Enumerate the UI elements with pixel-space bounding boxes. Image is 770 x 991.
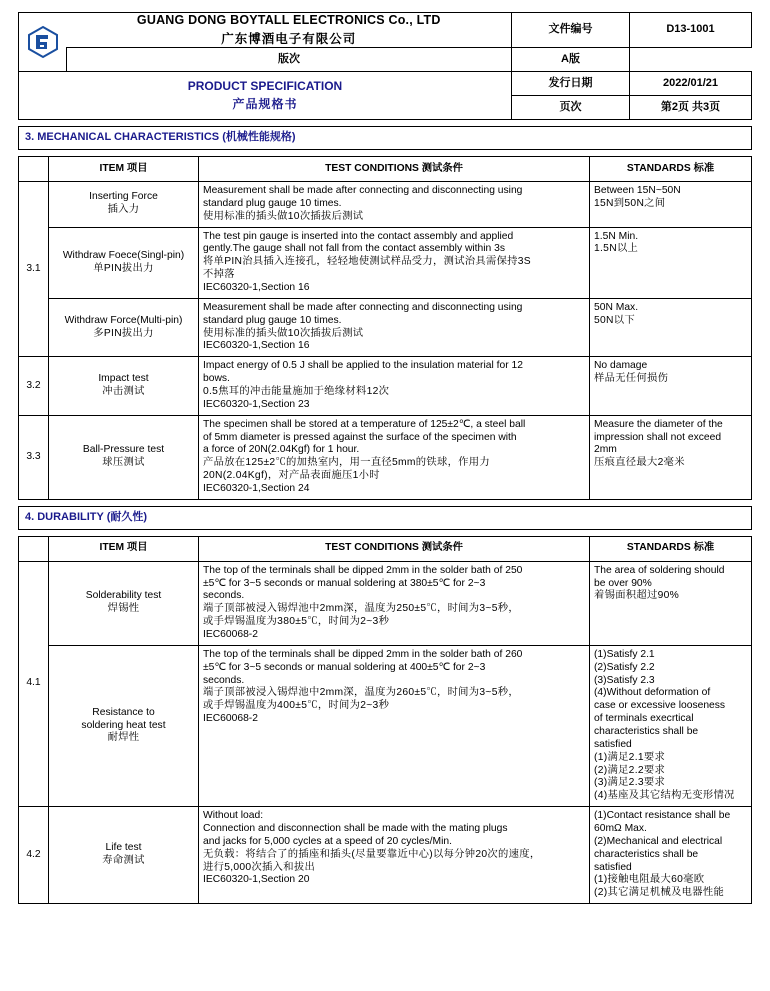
- row-conditions: The test pin gauge is inserted into the contact assembly and applied gently.The gauge shall not fall from the contact assembly within 3s 将单PIN治具插入连接孔，轻轻地使测试样品受力，测试治具需保持3S 不掉落 IEC60320-1,Section 16: [199, 227, 590, 298]
- table-header-row: [19, 536, 752, 561]
- spec-title-cn: 产品规格书: [232, 97, 298, 112]
- revision-label: 版次: [67, 48, 512, 72]
- section4-title: 4. DURABILITY (耐久性): [19, 506, 752, 529]
- row-item: Withdraw Force(Multi-pin) 多PIN拔出力: [49, 298, 199, 356]
- table-row: [19, 415, 752, 499]
- col-header-no: [19, 157, 49, 182]
- table-row: [19, 807, 752, 904]
- row-item: Life test 寿命测试: [49, 807, 199, 904]
- page-value: 第2页 共3页: [630, 96, 752, 120]
- row-no: 4.1: [19, 561, 49, 806]
- section3-title: 3. MECHANICAL CHARACTERISTICS (机械性能规格): [19, 127, 752, 150]
- col-header-standards: STANDARDS 标准: [590, 157, 752, 182]
- company-name-cn: 广东博酒电子有限公司: [221, 31, 357, 46]
- row-item: Solderability test 焊锡性: [49, 561, 199, 645]
- table-row: [19, 298, 752, 356]
- row-standards: 50N Max. 50N以下: [590, 298, 752, 356]
- document-header: [18, 12, 752, 120]
- row-no: 3.3: [19, 415, 49, 499]
- row-standards: Between 15N~50N 15N到50N之间: [590, 182, 752, 228]
- row-conditions: The specimen shall be stored at a temperature of 125±2℃, a steel ball of 5mm diameter is pressed against the surface of the specimen with a force of 20N(2.04Kgf) for 1 hour. 产品放在125±2℃的加热室内，用一直径5mm的铁球，作用力 20N(2.04Kgf)，对产品表面施压1小时 IEC60320-1,Section 24: [199, 415, 590, 499]
- company-logo-cell: [19, 13, 67, 72]
- row-standards: The area of soldering should be over 90% 着锡面积超过90%: [590, 561, 752, 645]
- row-item: Ball-Pressure test 球压测试: [49, 415, 199, 499]
- issue-date-label: 发行日期: [512, 72, 630, 96]
- row-no: 3.1: [19, 182, 49, 357]
- row-item: Impact test 冲击测试: [49, 357, 199, 415]
- row-item: Resistance to soldering heat test 耐焊性: [49, 645, 199, 806]
- section3-table: [18, 156, 752, 500]
- page-label: 页次: [512, 96, 630, 120]
- table-row: [19, 227, 752, 298]
- company-name-cell: [67, 13, 512, 48]
- row-standards: (1)Contact resistance shall be 60mΩ Max. (2)Mechanical and electrical characteristics shall be satisfied (1)接触电阻最大60毫欧 (2)其它满足机械及电器性能: [590, 807, 752, 904]
- col-header-conditions: TEST CONDITIONS 测试条件: [199, 157, 590, 182]
- boytall-logo-icon: [26, 25, 60, 59]
- table-header-row: [19, 157, 752, 182]
- doc-number-label: 文件编号: [512, 13, 630, 48]
- row-conditions: Without load: Connection and disconnection shall be made with the mating plugs and jacks for 5,000 cycles at a speed of 20 cycles/Min. 无负载：将结合了的插座和插头(尽量要靠近中心)以每分钟20次的速度， 进行5,000次插入和拔出 IEC60320-1,Section 20: [199, 807, 590, 904]
- col-header-item: ITEM 项目: [49, 536, 199, 561]
- row-conditions: Impact energy of 0.5 J shall be applied to the insulation material for 12 bows. 0.5焦耳的冲击能量施加于绝缘材料12次 IEC60320-1,Section 23: [199, 357, 590, 415]
- row-item: Withdraw Foece(Singl-pin) 单PIN拔出力: [49, 227, 199, 298]
- section4-table: [18, 536, 752, 904]
- col-header-item: ITEM 项目: [49, 157, 199, 182]
- col-header-no: [19, 536, 49, 561]
- row-standards: Measure the diameter of the impression shall not exceed 2mm 压痕直径最大2毫米: [590, 415, 752, 499]
- table-row: [19, 357, 752, 415]
- row-no: 3.2: [19, 357, 49, 415]
- row-no: 4.2: [19, 807, 49, 904]
- row-conditions: Measurement shall be made after connecting and disconnecting using standard plug gauge 10 times. 使用标准的插头做10次插拔后测试 IEC60320-1,Section 16: [199, 298, 590, 356]
- col-header-conditions: TEST CONDITIONS 测试条件: [199, 536, 590, 561]
- company-name-en: GUANG DONG BOYTALL ELECTRONICS Co., LTD: [136, 13, 441, 27]
- section4-title-table: [18, 506, 752, 530]
- row-conditions: Measurement shall be made after connecting and disconnecting using standard plug gauge 10 times. 使用标准的插头做10次插拔后测试: [199, 182, 590, 228]
- issue-date-value: 2022/01/21: [630, 72, 752, 96]
- row-standards: 1.5N Min. 1.5N以上: [590, 227, 752, 298]
- section3-title-table: [18, 126, 752, 150]
- doc-number-value: D13-1001: [630, 13, 752, 48]
- table-row: [19, 645, 752, 806]
- row-standards: (1)Satisfy 2.1 (2)Satisfy 2.2 (3)Satisfy 2.3 (4)Without deformation of case or excessive looseness of terminals execrtical characteristics shall be satisfied (1)满足2.1要求 (2)满足2.2要求 (3)满足2.3要求 (4)基座及其它结构无变形情况: [590, 645, 752, 806]
- col-header-standards: STANDARDS 标准: [590, 536, 752, 561]
- spec-title-cell: [19, 72, 512, 120]
- revision-value: A版: [512, 48, 630, 72]
- table-row: [19, 561, 752, 645]
- row-conditions: The top of the terminals shall be dipped 2mm in the solder bath of 250 ±5℃ for 3~5 seconds or manual soldering at 380±5℃ for 2~3 seconds. 端子顶部被浸入锡焊池中2mm深，温度为250±5℃，时间为3~5秒， 或手焊锡温度为380±5℃，时间为2~3秒 IEC60068-2: [199, 561, 590, 645]
- spec-title-en: PRODUCT SPECIFICATION: [187, 79, 343, 94]
- row-item: Inserting Force 插入力: [49, 182, 199, 228]
- row-conditions: The top of the terminals shall be dipped 2mm in the solder bath of 260 ±5℃ for 3~5 seconds or manual soldering at 400±5℃ for 2~3 seconds. 端子顶部被浸入锡焊池中2mm深，温度为260±5℃，时间为3~5秒， 或手焊锡温度为400±5℃，时间为2~3秒 IEC60068-2: [199, 645, 590, 806]
- row-standards: No damage 样品无任何损伤: [590, 357, 752, 415]
- table-row: [19, 182, 752, 228]
